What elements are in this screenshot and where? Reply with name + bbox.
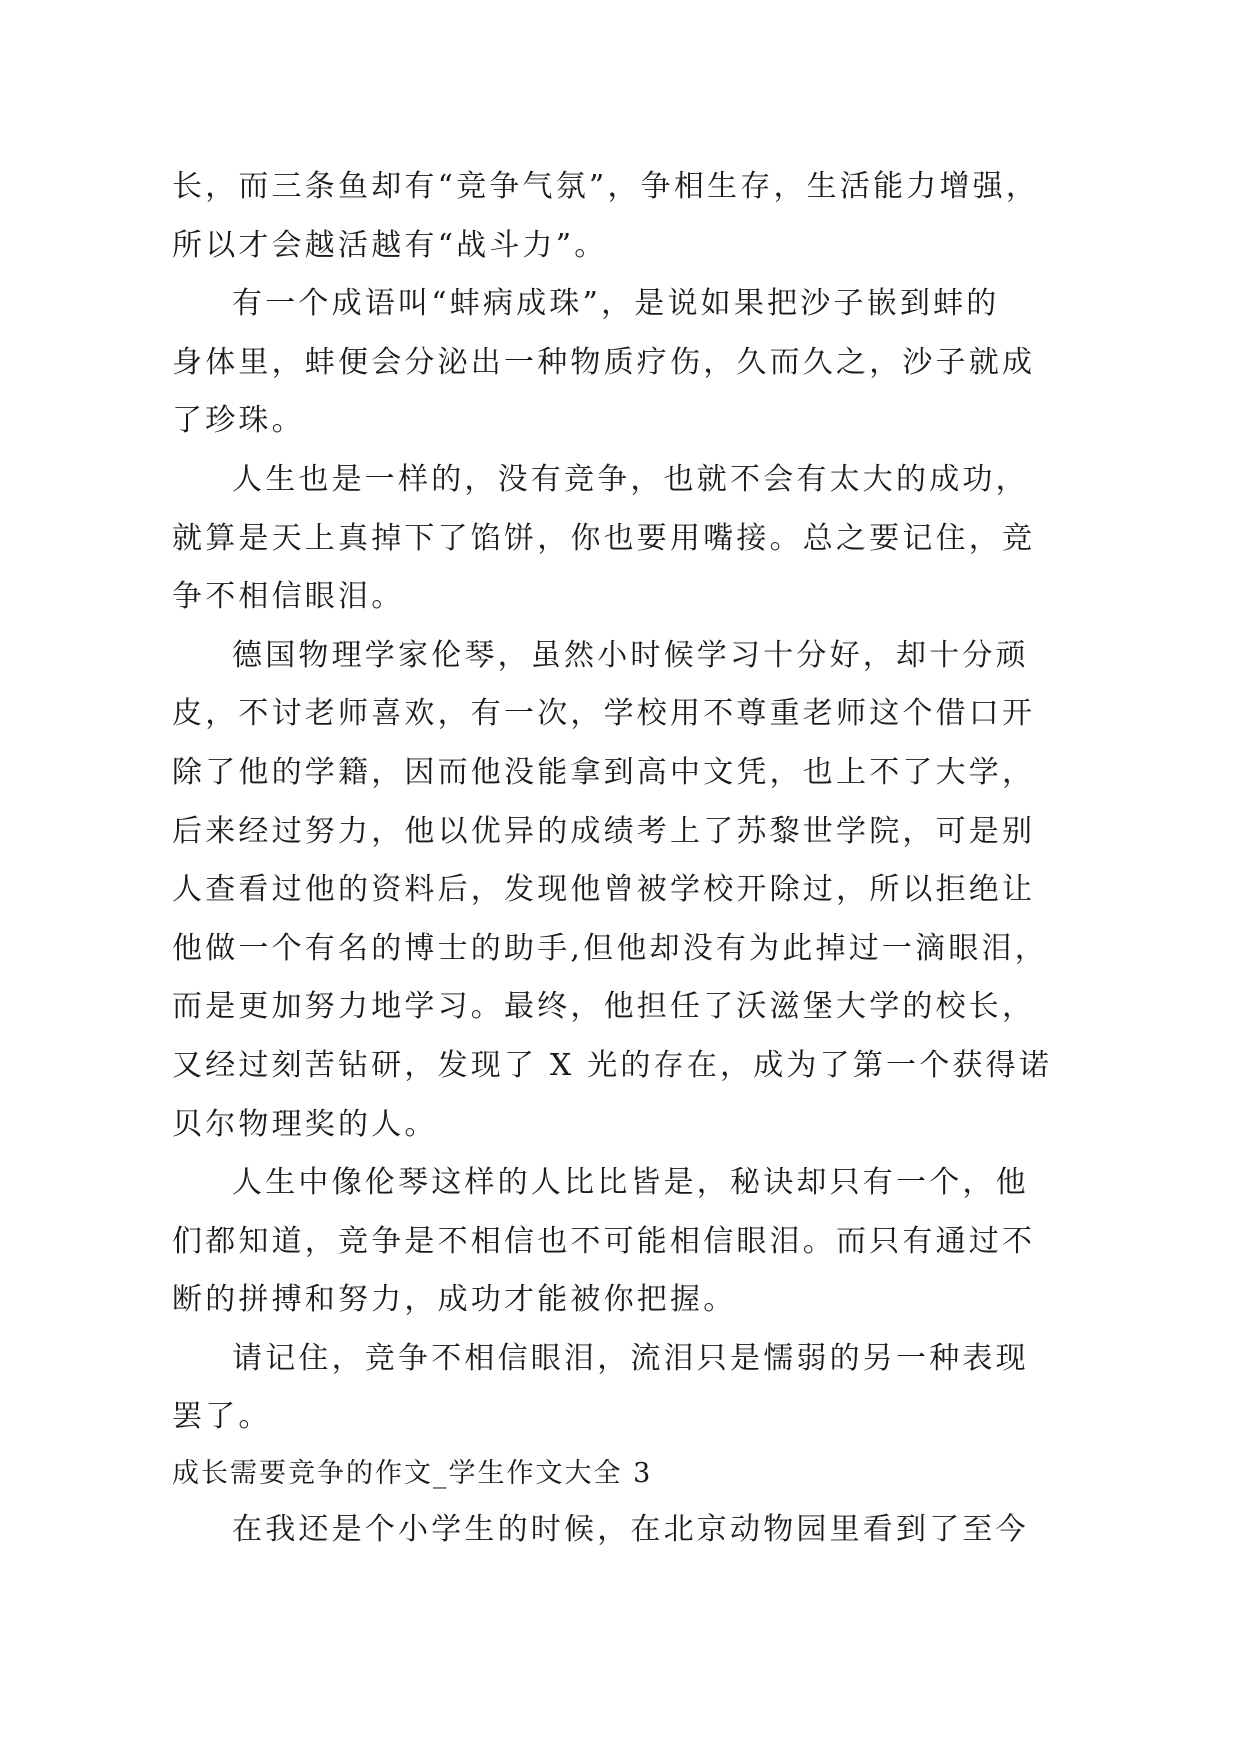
text-line: 身体里，蚌便会分泌出一种物质疗伤，久而久之，沙子就成 <box>172 344 1036 380</box>
text-line: 请记住，竞争不相信眼泪，流泪只是懦弱的另一种表现 <box>232 1340 1029 1376</box>
text-line: 了珍珠。 <box>172 403 305 439</box>
text-line: 又经过刻苦钻研，发现了 X 光的存在，成为了第一个获得诺 <box>172 1047 1053 1083</box>
text-line: 争不相信眼泪。 <box>172 579 405 615</box>
text-line: 在我还是个小学生的时候，在北京动物园里看到了至今 <box>232 1512 1029 1548</box>
text-line: 长，而三条鱼却有“竞争气氛”，争相生存，生活能力增强， <box>172 169 1040 204</box>
text-line: 人生中像伦琴这样的人比比皆是，秘诀却只有一个，他 <box>232 1165 1029 1201</box>
text-line: 人生也是一样的，没有竞争，也就不会有太大的成功， <box>232 461 1029 497</box>
paragraph <box>172 1154 1132 1330</box>
document-body <box>172 158 1132 1560</box>
text-line: 有一个成语叫“蚌病成珠”，是说如果把沙子嵌到蚌的 <box>232 286 1000 322</box>
text-line: 所以才会越活越有“战斗力”。 <box>172 227 608 263</box>
paragraph <box>172 275 1132 451</box>
paragraph <box>172 1501 1132 1560</box>
text-line: 人查看过他的资料后，发现他曾被学校开除过，所以拒绝让 <box>172 872 1036 908</box>
paragraph <box>172 1330 1132 1447</box>
text-line: 后来经过努力，他以优异的成绩考上了苏黎世学院，可是别 <box>172 813 1036 849</box>
text-line: 皮，不讨老师喜欢，有一次，学校用不尊重老师这个借口开 <box>172 696 1036 732</box>
text-line: 除了他的学籍，因而他没能拿到高中文凭，也上不了大学， <box>172 754 1036 790</box>
text-line: 罢了。 <box>172 1399 272 1435</box>
text-line: 们都知道，竞争是不相信也不可能相信眼泪。而只有通过不 <box>172 1223 1036 1259</box>
section-heading: 成长需要竞争的作文_学生作文大全 3 <box>172 1458 653 1490</box>
text-line: 德国物理学家伦琴，虽然小时候学习十分好，却十分顽 <box>232 637 1029 673</box>
paragraph <box>172 158 1132 275</box>
text-line: 他做一个有名的博士的助手,但他却没有为此掉过一滴眼泪， <box>172 930 1048 966</box>
text-line: 贝尔物理奖的人。 <box>172 1106 438 1142</box>
paragraph <box>172 627 1132 1154</box>
text-line: 断的拼搏和努力，成功才能被你把握。 <box>172 1282 737 1318</box>
text-line: 就算是天上真掉下了馅饼，你也要用嘴接。总之要记住，竞 <box>172 520 1036 556</box>
text-line: 而是更加努力地学习。最终，他担任了沃滋堡大学的校长， <box>172 989 1036 1025</box>
paragraph <box>172 451 1132 627</box>
